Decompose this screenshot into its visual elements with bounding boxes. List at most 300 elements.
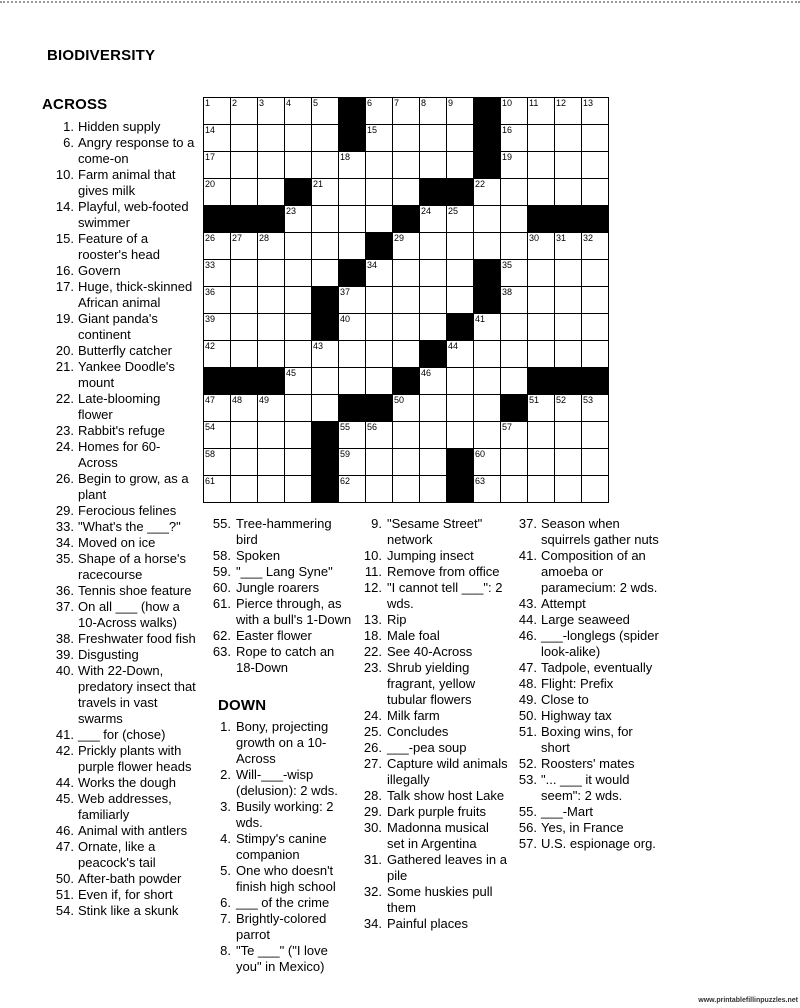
grid-cell[interactable] bbox=[203, 97, 230, 124]
clue-text: Rabbit's refuge bbox=[78, 423, 166, 438]
grid-cell[interactable] bbox=[473, 448, 500, 475]
grid-cell[interactable] bbox=[419, 313, 446, 340]
grid-cell[interactable] bbox=[500, 340, 527, 367]
grid-cell-black bbox=[473, 97, 500, 124]
grid-cell[interactable] bbox=[500, 97, 527, 124]
grid-cell[interactable] bbox=[419, 232, 446, 259]
grid-cell[interactable] bbox=[554, 313, 581, 340]
clue-item bbox=[505, 836, 667, 852]
clue-item bbox=[505, 596, 667, 612]
grid-cell[interactable] bbox=[446, 205, 473, 232]
grid-cell[interactable] bbox=[284, 286, 311, 313]
grid-cell[interactable] bbox=[500, 178, 527, 205]
grid-cell[interactable] bbox=[527, 475, 554, 502]
grid-cell[interactable] bbox=[365, 340, 392, 367]
grid-cell-black bbox=[257, 205, 284, 232]
grid-cell[interactable] bbox=[392, 259, 419, 286]
clue-item bbox=[350, 724, 510, 740]
grid-cell[interactable] bbox=[500, 475, 527, 502]
grid-cell[interactable] bbox=[500, 124, 527, 151]
grid-cell[interactable] bbox=[500, 205, 527, 232]
grid-cell[interactable] bbox=[338, 232, 365, 259]
cell-number: 25 bbox=[448, 206, 459, 216]
grid-cell[interactable] bbox=[473, 340, 500, 367]
clue-number: 44. bbox=[55, 775, 74, 790]
grid-cell[interactable] bbox=[311, 259, 338, 286]
clue-number: 3. bbox=[220, 799, 231, 814]
clue-item bbox=[350, 612, 510, 628]
grid-cell[interactable] bbox=[284, 313, 311, 340]
clue-number: 39. bbox=[55, 647, 74, 662]
cell-number: 29 bbox=[394, 233, 405, 243]
grid-cell[interactable] bbox=[257, 286, 284, 313]
grid-cell[interactable] bbox=[419, 124, 446, 151]
clue-number: 40. bbox=[55, 663, 74, 678]
grid-cell[interactable] bbox=[419, 151, 446, 178]
clue-number: 24. bbox=[55, 439, 74, 454]
grid-cell[interactable] bbox=[419, 394, 446, 421]
clue-item bbox=[40, 599, 204, 631]
grid-cell[interactable] bbox=[446, 286, 473, 313]
clue-text: Late-blooming flower bbox=[78, 391, 161, 422]
cell-number: 63 bbox=[475, 476, 486, 486]
clue-text: Remove from office bbox=[387, 564, 500, 579]
grid-cell[interactable] bbox=[365, 151, 392, 178]
grid-cell[interactable] bbox=[392, 286, 419, 313]
grid-cell[interactable] bbox=[581, 475, 608, 502]
grid-cell[interactable] bbox=[365, 313, 392, 340]
cell-number: 20 bbox=[205, 179, 216, 189]
grid-cell[interactable] bbox=[203, 448, 230, 475]
grid-cell[interactable] bbox=[500, 259, 527, 286]
grid-cell[interactable] bbox=[446, 367, 473, 394]
clue-item bbox=[350, 548, 510, 564]
cell-number: 16 bbox=[502, 125, 513, 135]
clue-item bbox=[40, 775, 204, 791]
clue-number: 12. bbox=[363, 580, 382, 595]
clue-item bbox=[203, 564, 355, 580]
across-continued-list bbox=[203, 516, 355, 676]
grid-cell[interactable] bbox=[311, 178, 338, 205]
grid-cell[interactable] bbox=[527, 259, 554, 286]
grid-cell[interactable] bbox=[257, 97, 284, 124]
grid-cell[interactable] bbox=[527, 232, 554, 259]
grid-cell[interactable] bbox=[392, 475, 419, 502]
grid-cell[interactable] bbox=[257, 448, 284, 475]
clue-item bbox=[505, 756, 667, 772]
grid-cell[interactable] bbox=[365, 448, 392, 475]
grid-cell[interactable] bbox=[203, 151, 230, 178]
grid-cell[interactable] bbox=[554, 475, 581, 502]
grid-cell[interactable] bbox=[581, 340, 608, 367]
clue-item bbox=[203, 831, 355, 863]
grid-cell[interactable] bbox=[419, 97, 446, 124]
grid-cell[interactable] bbox=[257, 313, 284, 340]
grid-cell[interactable] bbox=[500, 313, 527, 340]
cell-number: 19 bbox=[502, 152, 513, 162]
clue-item bbox=[40, 231, 204, 263]
grid-cell[interactable] bbox=[365, 178, 392, 205]
grid-cell[interactable] bbox=[581, 97, 608, 124]
grid-cell[interactable] bbox=[365, 421, 392, 448]
grid-cell[interactable] bbox=[392, 394, 419, 421]
grid-cell[interactable] bbox=[527, 340, 554, 367]
clue-number: 34. bbox=[55, 535, 74, 550]
clue-number: 6. bbox=[220, 895, 231, 910]
grid-cell-black bbox=[554, 367, 581, 394]
grid-cell[interactable] bbox=[284, 259, 311, 286]
grid-cell[interactable] bbox=[284, 367, 311, 394]
grid-cell[interactable] bbox=[473, 421, 500, 448]
grid-cell[interactable] bbox=[500, 421, 527, 448]
grid-cell[interactable] bbox=[500, 151, 527, 178]
grid-cell[interactable] bbox=[500, 286, 527, 313]
grid-cell-black bbox=[581, 205, 608, 232]
grid-cell[interactable] bbox=[311, 394, 338, 421]
grid-cell-black bbox=[473, 259, 500, 286]
clue-item bbox=[40, 631, 204, 647]
grid-cell-black bbox=[338, 97, 365, 124]
grid-cell[interactable] bbox=[446, 394, 473, 421]
grid-cell[interactable] bbox=[230, 232, 257, 259]
cell-number: 21 bbox=[313, 179, 324, 189]
clue-number: 1. bbox=[220, 719, 231, 734]
grid-cell[interactable] bbox=[419, 448, 446, 475]
grid-cell[interactable] bbox=[473, 394, 500, 421]
grid-cell[interactable] bbox=[338, 475, 365, 502]
grid-cell[interactable] bbox=[446, 259, 473, 286]
clue-number: 54. bbox=[55, 903, 74, 918]
grid-cell[interactable] bbox=[284, 151, 311, 178]
grid-cell[interactable] bbox=[230, 151, 257, 178]
clue-text: Madonna musical set in Argentina bbox=[387, 820, 489, 851]
clue-number: 51. bbox=[55, 887, 74, 902]
grid-cell[interactable] bbox=[554, 448, 581, 475]
grid-cell[interactable] bbox=[473, 205, 500, 232]
grid-cell[interactable] bbox=[419, 421, 446, 448]
cell-number: 50 bbox=[394, 395, 405, 405]
clue-number: 22. bbox=[363, 644, 382, 659]
grid-cell-black bbox=[527, 205, 554, 232]
grid-cell[interactable] bbox=[257, 124, 284, 151]
grid-cell[interactable] bbox=[230, 475, 257, 502]
grid-cell[interactable] bbox=[581, 151, 608, 178]
clue-text: Season when squirrels gather nuts bbox=[541, 516, 659, 547]
clue-text: Busily working: 2 wds. bbox=[236, 799, 334, 830]
grid-cell[interactable] bbox=[257, 394, 284, 421]
clue-number: 37. bbox=[518, 516, 537, 531]
grid-cell[interactable] bbox=[338, 151, 365, 178]
grid-cell[interactable] bbox=[203, 313, 230, 340]
clue-number: 19. bbox=[55, 311, 74, 326]
grid-cell[interactable] bbox=[581, 394, 608, 421]
grid-cell[interactable] bbox=[203, 340, 230, 367]
grid-cell[interactable] bbox=[230, 97, 257, 124]
cell-number: 7 bbox=[394, 98, 400, 108]
clue-text: Some huskies pull them bbox=[387, 884, 493, 915]
clue-text: Bony, projecting growth on a 10-Across bbox=[236, 719, 329, 766]
grid-cell[interactable] bbox=[446, 232, 473, 259]
clue-item bbox=[505, 516, 667, 548]
clue-number: 47. bbox=[55, 839, 74, 854]
clue-number: 26. bbox=[363, 740, 382, 755]
grid-cell[interactable] bbox=[203, 475, 230, 502]
grid-cell[interactable] bbox=[338, 421, 365, 448]
grid-cell[interactable] bbox=[284, 394, 311, 421]
grid-cell[interactable] bbox=[257, 475, 284, 502]
clue-text: Milk farm bbox=[387, 708, 440, 723]
down-header: DOWN bbox=[218, 697, 267, 714]
grid-cell[interactable] bbox=[230, 313, 257, 340]
grid-cell[interactable] bbox=[257, 259, 284, 286]
grid-cell-black bbox=[338, 394, 365, 421]
clue-item bbox=[350, 740, 510, 756]
grid-cell[interactable] bbox=[473, 475, 500, 502]
clue-item bbox=[505, 548, 667, 596]
grid-cell[interactable] bbox=[473, 232, 500, 259]
grid-cell[interactable] bbox=[338, 178, 365, 205]
grid-cell-black bbox=[446, 448, 473, 475]
grid-cell[interactable] bbox=[230, 448, 257, 475]
cell-number: 18 bbox=[340, 152, 351, 162]
clue-text: Boxing wins, for short bbox=[541, 724, 633, 755]
grid-cell[interactable] bbox=[527, 286, 554, 313]
clue-item bbox=[40, 823, 204, 839]
watermark: www.printablefillinpuzzles.net bbox=[698, 997, 798, 1004]
grid-cell[interactable] bbox=[284, 475, 311, 502]
grid-cell[interactable] bbox=[284, 232, 311, 259]
grid-cell[interactable] bbox=[230, 421, 257, 448]
clue-item bbox=[505, 692, 667, 708]
grid-cell[interactable] bbox=[500, 367, 527, 394]
grid-cell[interactable] bbox=[365, 475, 392, 502]
clue-number: 51. bbox=[518, 724, 537, 739]
grid-cell[interactable] bbox=[365, 367, 392, 394]
grid-cell[interactable] bbox=[581, 286, 608, 313]
grid-cell[interactable] bbox=[500, 448, 527, 475]
grid-cell[interactable] bbox=[311, 232, 338, 259]
grid-cell[interactable] bbox=[284, 421, 311, 448]
grid-cell[interactable] bbox=[581, 313, 608, 340]
grid-cell[interactable] bbox=[392, 97, 419, 124]
grid-cell[interactable] bbox=[473, 367, 500, 394]
grid-cell[interactable] bbox=[284, 448, 311, 475]
grid-cell[interactable] bbox=[311, 367, 338, 394]
clue-text: Attempt bbox=[541, 596, 586, 611]
clue-text: "Te ___" ("I love you" in Mexico) bbox=[236, 943, 328, 974]
grid-cell[interactable] bbox=[527, 313, 554, 340]
grid-cell[interactable] bbox=[446, 124, 473, 151]
grid-cell[interactable] bbox=[311, 97, 338, 124]
grid-cell[interactable] bbox=[554, 124, 581, 151]
grid-cell[interactable] bbox=[284, 124, 311, 151]
grid-cell[interactable] bbox=[338, 448, 365, 475]
clue-text: ___ of the crime bbox=[236, 895, 330, 910]
grid-cell[interactable] bbox=[527, 448, 554, 475]
clue-text: Rip bbox=[387, 612, 407, 627]
clue-text: Works the dough bbox=[78, 775, 177, 790]
cell-number: 12 bbox=[556, 98, 567, 108]
grid-cell[interactable] bbox=[446, 97, 473, 124]
cell-number: 24 bbox=[421, 206, 432, 216]
grid-cell[interactable] bbox=[446, 340, 473, 367]
grid-cell[interactable] bbox=[230, 124, 257, 151]
grid-cell[interactable] bbox=[527, 421, 554, 448]
cell-number: 1 bbox=[205, 98, 211, 108]
grid-cell[interactable] bbox=[392, 151, 419, 178]
grid-cell[interactable] bbox=[203, 394, 230, 421]
clue-number: 14. bbox=[55, 199, 74, 214]
clue-item bbox=[40, 535, 204, 551]
grid-cell-black bbox=[311, 313, 338, 340]
clue-item bbox=[505, 628, 667, 660]
grid-cell[interactable] bbox=[581, 448, 608, 475]
cell-number: 31 bbox=[556, 233, 567, 243]
clue-number: 10. bbox=[55, 167, 74, 182]
grid-cell[interactable] bbox=[311, 205, 338, 232]
grid-cell[interactable] bbox=[446, 421, 473, 448]
grid-cell[interactable] bbox=[527, 97, 554, 124]
grid-cell[interactable] bbox=[230, 259, 257, 286]
grid-cell[interactable] bbox=[527, 394, 554, 421]
grid-cell[interactable] bbox=[365, 97, 392, 124]
clue-text: Shrub yielding fragrant, yellow tubular flowers bbox=[387, 660, 476, 707]
clue-text: Hidden supply bbox=[78, 119, 161, 134]
cell-number: 55 bbox=[340, 422, 351, 432]
grid-cell[interactable] bbox=[473, 313, 500, 340]
grid-cell[interactable] bbox=[554, 421, 581, 448]
grid-cell[interactable] bbox=[419, 367, 446, 394]
grid-cell[interactable] bbox=[392, 421, 419, 448]
clue-item bbox=[505, 772, 667, 804]
grid-cell[interactable] bbox=[257, 421, 284, 448]
clue-text: Dark purple fruits bbox=[387, 804, 486, 819]
clue-text: Close to bbox=[541, 692, 589, 707]
grid-cell[interactable] bbox=[554, 151, 581, 178]
grid-cell[interactable] bbox=[230, 340, 257, 367]
grid-cell[interactable] bbox=[230, 286, 257, 313]
clue-text: Ornate, like a peacock's tail bbox=[78, 839, 156, 870]
grid-cell[interactable] bbox=[338, 340, 365, 367]
grid-cell[interactable] bbox=[554, 97, 581, 124]
grid-cell[interactable] bbox=[473, 178, 500, 205]
clue-item bbox=[350, 708, 510, 724]
grid-cell[interactable] bbox=[338, 205, 365, 232]
grid-cell[interactable] bbox=[284, 340, 311, 367]
grid-cell[interactable] bbox=[446, 151, 473, 178]
clue-text: Flight: Prefix bbox=[541, 676, 614, 691]
grid-cell[interactable] bbox=[554, 178, 581, 205]
clue-number: 46. bbox=[518, 628, 537, 643]
clue-text: Easter flower bbox=[236, 628, 312, 643]
grid-cell[interactable] bbox=[311, 151, 338, 178]
clue-item bbox=[203, 580, 355, 596]
grid-cell[interactable] bbox=[284, 97, 311, 124]
grid-cell[interactable] bbox=[581, 124, 608, 151]
grid-cell[interactable] bbox=[203, 286, 230, 313]
clue-text: Shape of a horse's racecourse bbox=[78, 551, 186, 582]
grid-cell[interactable] bbox=[554, 259, 581, 286]
grid-cell[interactable] bbox=[365, 205, 392, 232]
grid-cell[interactable] bbox=[365, 286, 392, 313]
cell-number: 43 bbox=[313, 341, 324, 351]
clue-number: 15. bbox=[55, 231, 74, 246]
grid-cell[interactable] bbox=[365, 259, 392, 286]
grid-cell[interactable] bbox=[554, 340, 581, 367]
grid-cell[interactable] bbox=[527, 124, 554, 151]
grid-cell[interactable] bbox=[581, 421, 608, 448]
grid-cell[interactable] bbox=[311, 124, 338, 151]
grid-cell[interactable] bbox=[392, 178, 419, 205]
grid-cell[interactable] bbox=[554, 232, 581, 259]
grid-cell[interactable] bbox=[500, 232, 527, 259]
clue-number: 47. bbox=[518, 660, 537, 675]
clue-text: Jungle roarers bbox=[236, 580, 320, 595]
cell-number: 23 bbox=[286, 206, 297, 216]
clue-item bbox=[350, 820, 510, 852]
grid-cell[interactable] bbox=[392, 232, 419, 259]
grid-cell[interactable] bbox=[230, 394, 257, 421]
grid-cell[interactable] bbox=[554, 394, 581, 421]
grid-cell[interactable] bbox=[203, 232, 230, 259]
grid-cell[interactable] bbox=[581, 178, 608, 205]
grid-cell[interactable] bbox=[230, 178, 257, 205]
grid-cell-black bbox=[203, 205, 230, 232]
grid-cell[interactable] bbox=[419, 205, 446, 232]
grid-cell[interactable] bbox=[392, 340, 419, 367]
clue-text: Large seaweed bbox=[541, 612, 630, 627]
grid-cell[interactable] bbox=[257, 151, 284, 178]
grid-cell[interactable] bbox=[392, 313, 419, 340]
grid-cell[interactable] bbox=[527, 151, 554, 178]
grid-cell[interactable] bbox=[392, 124, 419, 151]
grid-cell[interactable] bbox=[338, 313, 365, 340]
grid-cell[interactable] bbox=[554, 286, 581, 313]
grid-cell[interactable] bbox=[203, 124, 230, 151]
grid-cell[interactable] bbox=[419, 475, 446, 502]
grid-cell[interactable] bbox=[527, 178, 554, 205]
grid-cell[interactable] bbox=[257, 340, 284, 367]
clue-item bbox=[40, 727, 204, 743]
clue-text: After-bath powder bbox=[78, 871, 182, 886]
grid-cell[interactable] bbox=[581, 232, 608, 259]
grid-cell[interactable] bbox=[257, 232, 284, 259]
grid-cell[interactable] bbox=[257, 178, 284, 205]
grid-cell[interactable] bbox=[203, 421, 230, 448]
clue-text: Disgusting bbox=[78, 647, 139, 662]
grid-cell[interactable] bbox=[203, 259, 230, 286]
grid-cell[interactable] bbox=[419, 286, 446, 313]
grid-cell-black bbox=[203, 367, 230, 394]
grid-cell[interactable] bbox=[338, 286, 365, 313]
cell-number: 2 bbox=[232, 98, 238, 108]
grid-cell[interactable] bbox=[311, 340, 338, 367]
clue-item bbox=[203, 548, 355, 564]
clue-item bbox=[505, 660, 667, 676]
grid-cell[interactable] bbox=[419, 259, 446, 286]
across-clue-list bbox=[40, 119, 204, 919]
grid-cell[interactable] bbox=[392, 448, 419, 475]
grid-cell[interactable] bbox=[365, 124, 392, 151]
clue-item bbox=[40, 439, 204, 471]
cell-number: 30 bbox=[529, 233, 540, 243]
clue-text: Yes, in France bbox=[541, 820, 624, 835]
grid-cell[interactable] bbox=[284, 205, 311, 232]
grid-cell[interactable] bbox=[203, 178, 230, 205]
grid-cell[interactable] bbox=[338, 367, 365, 394]
cell-number: 41 bbox=[475, 314, 486, 324]
grid-cell[interactable] bbox=[581, 259, 608, 286]
